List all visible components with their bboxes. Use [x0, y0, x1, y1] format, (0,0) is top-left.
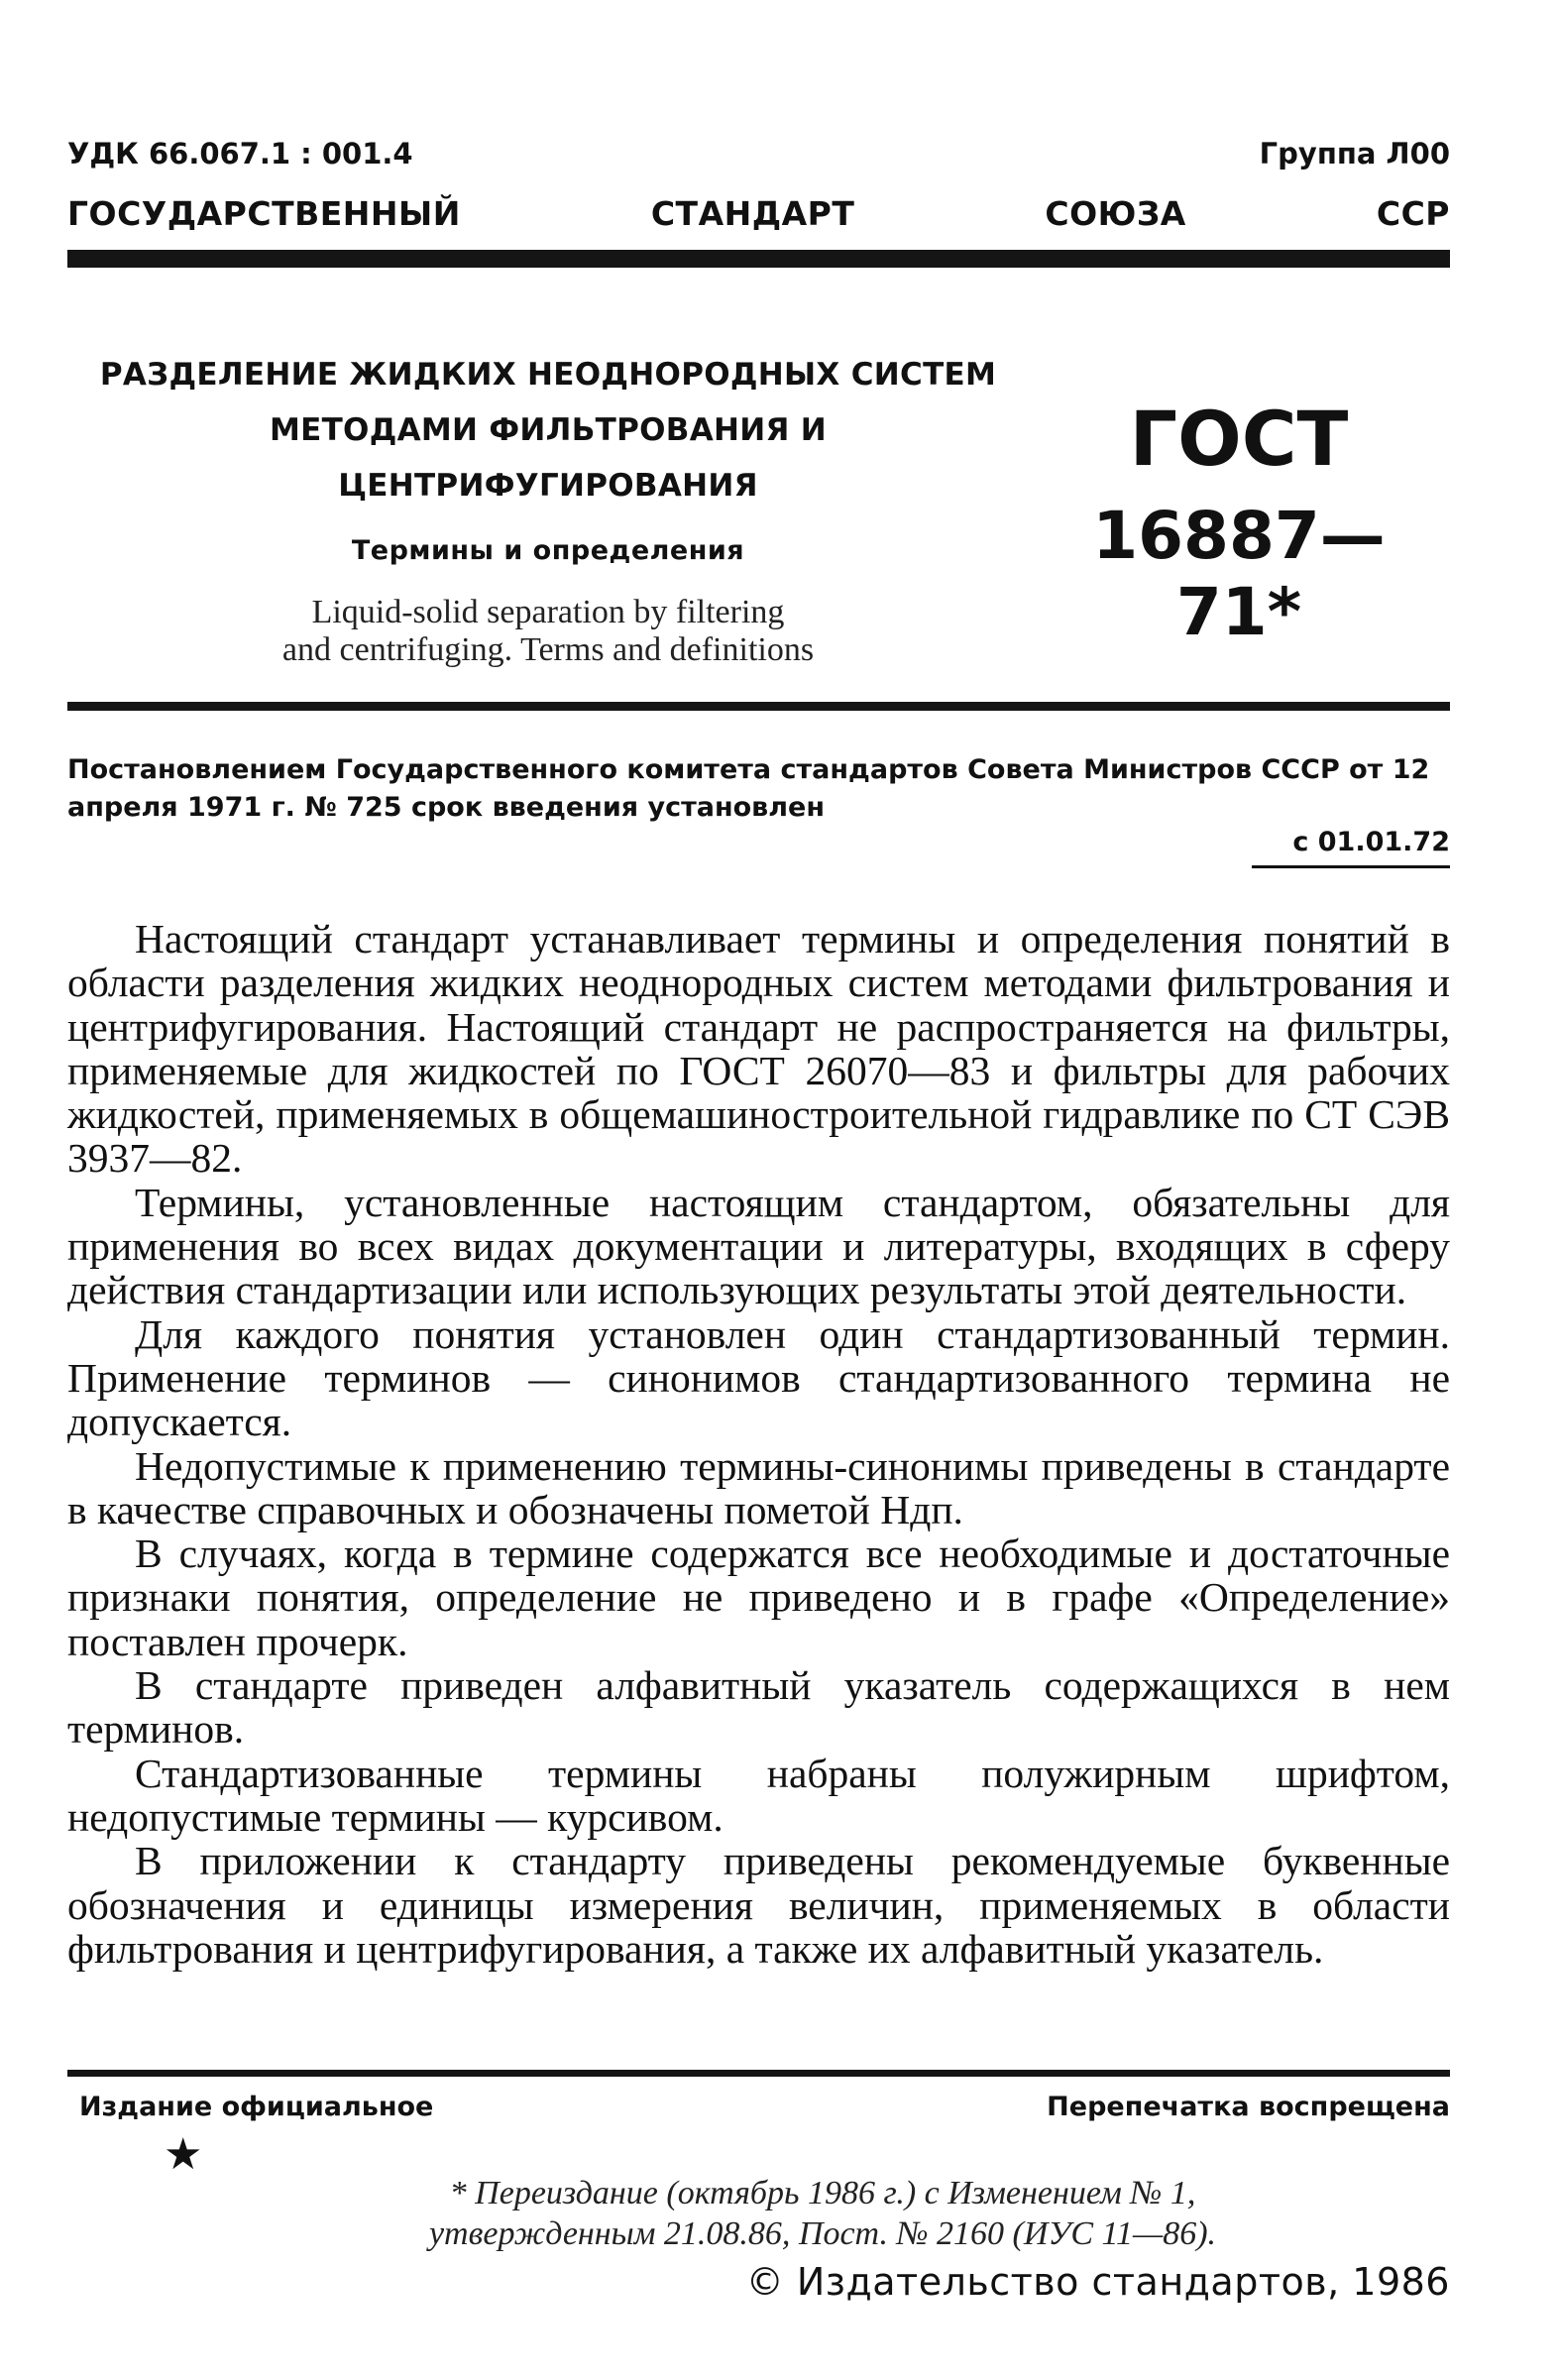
copyright: © Издательство стандартов, 1986 — [745, 2260, 1450, 2304]
group-code: Группа Л00 — [1259, 137, 1450, 170]
body-paragraph: Недопустимые к применению термины-синонимы приведены в стандарте в качестве справочных и обозначены пометой Ндп. — [67, 1442, 1450, 1532]
state-standard-word: СОЮЗА — [1045, 194, 1186, 233]
state-standard-word: ССР — [1376, 194, 1450, 233]
decree-text: Постановлением Государственного комитета стандартов Совета Министров СССР от 12 апреля 1971 г. № 725 срок введения установлен — [67, 754, 1430, 823]
body-paragraph: Для каждого понятия установлен один стандартизованный термин. Применение терминов — синонимов стандартизованного термина не допускается. — [67, 1310, 1450, 1445]
state-standard-word: СТАНДАРТ — [650, 194, 855, 233]
reissue-footnote — [297, 2173, 1348, 2254]
udk-code: УДК 66.067.1 : 001.4 — [67, 137, 413, 170]
official-edition-label: Издание официальное — [79, 2092, 434, 2122]
title-divider — [67, 702, 1450, 711]
title-block — [67, 347, 1029, 669]
english-title-line-2: and centrifuging. Terms and definitions — [281, 631, 815, 668]
reprint-prohibited-label: Перепечатка воспрещена — [1047, 2092, 1450, 2122]
subtitle: Термины и определения — [351, 535, 745, 566]
title-line-1: РАЗДЕЛЕНИЕ ЖИДКИХ НЕОДНОРОДНЫХ СИСТЕМ — [99, 357, 997, 393]
footer-divider — [67, 2070, 1450, 2077]
footnote-line-2: утвержденным 21.08.86, Пост. № 2160 (ИУС 11—86). — [428, 2215, 1217, 2252]
effective-date: с 01.01.72 — [1252, 827, 1450, 868]
body-paragraph: Термины, установленные настоящим стандартом, обязательны для применения во всех видах документации и литературы, входящих в сферу действия стандартизации или использующих результаты этой деятельности. — [67, 1179, 1450, 1313]
body-paragraph: В приложении к стандарту приведены рекомендуемые буквенные обозначения и единицы измерения величин, применяемых в области фильтрования и центрифугирования, а также их алфавитный указатель. — [67, 1838, 1450, 1972]
body-text — [67, 917, 1450, 1971]
gost-number: 16887—71* — [1092, 498, 1386, 650]
top-divider — [67, 250, 1450, 268]
english-title-line-1: Liquid-solid separation by filtering — [311, 594, 785, 630]
english-title — [67, 594, 1029, 669]
state-standard-heading — [67, 194, 1450, 233]
body-paragraph: В стандарте приведен алфавитный указатель содержащихся в нем терминов. — [67, 1662, 1450, 1753]
body-paragraph: Настоящий стандарт устанавливает термины и определения понятий в области разделения жидких неоднородных систем методами фильтрования и центрифугирования. Настоящий стандарт не распространяется на фильтры, применяемые для жидкостей по ГОСТ 26070—83 и фильтры для рабочих жидкостей, применяемых в общемашиностроительной гидравлике по СТ СЭВ 3937—82. — [67, 916, 1450, 1182]
title-line-2: МЕТОДАМИ ФИЛЬТРОВАНИЯ И ЦЕНТРИФУГИРОВАНИЯ — [269, 412, 827, 504]
gost-label: ГОСТ — [1129, 395, 1349, 483]
footnote-line-1: * Переиздание (октябрь 1986 г.) с Изменением № 1, — [449, 2175, 1196, 2211]
star-icon: ★ — [164, 2130, 203, 2179]
body-paragraph: Стандартизованные термины набраны полужирным шрифтом, недопустимые термины — курсивом. — [67, 1750, 1450, 1840]
state-standard-word: ГОСУДАРСТВЕННЫЙ — [67, 194, 461, 233]
body-paragraph: В случаях, когда в термине содержатся все необходимые и достаточные признаки понятия, определение не приведено и в графе «Определение» поставлен прочерк. — [67, 1530, 1450, 1664]
